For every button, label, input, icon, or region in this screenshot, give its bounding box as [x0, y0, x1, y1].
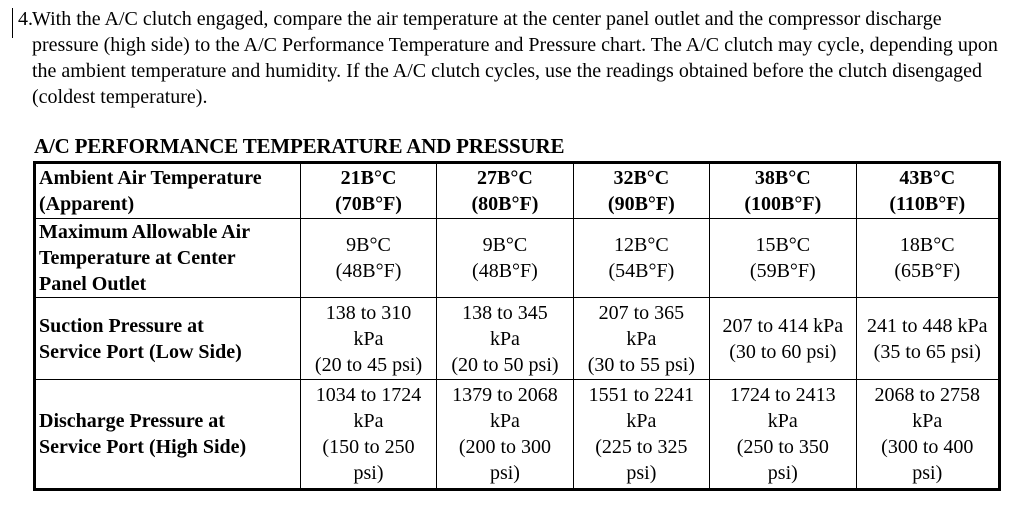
- table-cell: [710, 380, 856, 490]
- column-header-fahrenheit: (90B°F): [607, 193, 675, 215]
- step-4-paragraph: [18, 6, 1008, 110]
- table-cell: [573, 298, 709, 380]
- cell-line: 1034 to 1724: [315, 384, 422, 406]
- cell-line: 207 to 365: [598, 301, 685, 324]
- text-cursor: [12, 8, 13, 38]
- table-cell: [300, 219, 436, 298]
- cell-line: (48B°F): [335, 260, 402, 282]
- cell-line: (150 to 250: [322, 436, 415, 458]
- row-label: [35, 298, 301, 380]
- column-header-38c: [710, 163, 856, 219]
- table-cell: [710, 219, 856, 298]
- cell-line: kPa: [489, 410, 520, 432]
- cell-line: 9B°C: [346, 234, 391, 256]
- table-cell: [573, 219, 709, 298]
- cell-line: 18B°C: [899, 234, 955, 256]
- cell-line: kPa: [489, 327, 520, 350]
- cell-line: 1551 to 2241: [588, 384, 695, 406]
- row-label-line: Panel Outlet: [39, 273, 147, 295]
- step-text: With the A/C clutch engaged, compare the air temperature at the center panel outlet and the compressor discharge pressure (high side) to the A/C Performance Temperature and Pressure chart. The A/C clutch may cycle, depending upon the ambient temperature and humidity. If the A/C clutch cycles, use the readings obtained before the clutch disengaged (coldest temperature).: [32, 8, 998, 108]
- column-header-celsius: 43B°C: [899, 167, 956, 189]
- column-header-fahrenheit: (80B°F): [471, 193, 539, 215]
- column-header-21c: [300, 163, 436, 219]
- cell-line: kPa: [353, 410, 384, 432]
- cell-line: (30 to 55 psi): [587, 353, 695, 376]
- cell-line: (54B°F): [608, 260, 675, 282]
- cell-line: 138 to 345: [462, 301, 548, 324]
- row-label-line: Maximum Allowable Air: [39, 221, 251, 243]
- header-label-line: (Apparent): [39, 193, 135, 215]
- ac-performance-table: [33, 161, 1001, 491]
- table-row-discharge-pressure: [35, 380, 1000, 490]
- column-header-32c: [573, 163, 709, 219]
- column-header-fahrenheit: (100B°F): [744, 193, 822, 215]
- cell-line: (200 to 300: [458, 436, 552, 458]
- cell-line: 207 to 414 kPa: [722, 314, 844, 337]
- cell-line: 12B°C: [614, 234, 669, 256]
- cell-line: 15B°C: [755, 234, 811, 256]
- table-cell: [300, 380, 436, 490]
- table-title: A/C PERFORMANCE TEMPERATURE AND PRESSURE: [34, 134, 565, 158]
- column-header-fahrenheit: (70B°F): [335, 193, 402, 215]
- cell-line: kPa: [767, 410, 798, 432]
- table-cell: [437, 219, 573, 298]
- table-cell: [437, 298, 573, 380]
- step-number: 4.: [18, 8, 33, 30]
- cell-line: (250 to 350: [736, 436, 829, 458]
- cell-line: psi): [767, 462, 798, 484]
- cell-line: (59B°F): [749, 260, 816, 282]
- column-header-43c: [856, 163, 999, 219]
- row-label-line: Service Port (Low Side): [39, 340, 242, 363]
- cell-line: psi): [489, 462, 520, 484]
- cell-line: 1379 to 2068: [452, 384, 558, 406]
- table-row-max-outlet-temp: [35, 219, 1000, 298]
- cell-line: 2068 to 2758: [874, 384, 981, 406]
- cell-line: (35 to 65 psi): [873, 340, 981, 363]
- cell-line: kPa: [626, 327, 657, 350]
- table-cell: [300, 298, 436, 380]
- cell-line: (20 to 45 psi): [314, 353, 423, 376]
- column-header-celsius: 21B°C: [340, 167, 397, 189]
- header-label-line: Ambient Air Temperature: [39, 167, 262, 189]
- header-row: [35, 163, 1000, 219]
- table-cell: [437, 380, 573, 490]
- row-label-line: Suction Pressure at: [39, 314, 204, 337]
- cell-line: 241 to 448 kPa: [866, 314, 988, 337]
- cell-line: (300 to 400: [881, 436, 974, 458]
- cell-line: psi): [353, 462, 384, 484]
- table-cell: [856, 298, 999, 380]
- cell-line: (225 to 325: [595, 436, 688, 458]
- column-header-fahrenheit: (110B°F): [889, 193, 966, 215]
- cell-line: (30 to 60 psi): [729, 340, 837, 363]
- table-row-suction-pressure: [35, 298, 1000, 380]
- cell-line: kPa: [912, 410, 943, 432]
- cell-line: kPa: [353, 327, 384, 350]
- row-label-line: Temperature at Center: [39, 247, 236, 269]
- cell-line: psi): [626, 462, 657, 484]
- column-header-celsius: 27B°C: [477, 167, 533, 189]
- row-label: [35, 380, 301, 490]
- table-cell: [573, 380, 709, 490]
- cell-line: (48B°F): [472, 260, 538, 282]
- column-header-27c: [437, 163, 573, 219]
- row-label: [35, 219, 301, 298]
- cell-line: kPa: [626, 410, 657, 432]
- cell-line: (20 to 50 psi): [451, 353, 559, 376]
- row-label-line: Discharge Pressure at: [39, 410, 225, 432]
- column-header-celsius: 38B°C: [754, 167, 811, 189]
- row-label-line: Service Port (High Side): [39, 436, 247, 458]
- table-cell: [856, 380, 999, 490]
- column-header-celsius: 32B°C: [613, 167, 670, 189]
- header-label-cell: [35, 163, 301, 219]
- cell-line: 1724 to 2413: [730, 384, 836, 406]
- cell-line: (65B°F): [894, 260, 961, 282]
- table-cell: [710, 298, 856, 380]
- cell-line: 9B°C: [482, 234, 528, 256]
- cell-line: 138 to 310: [325, 301, 412, 324]
- cell-line: psi): [912, 462, 943, 484]
- table-cell: [856, 219, 999, 298]
